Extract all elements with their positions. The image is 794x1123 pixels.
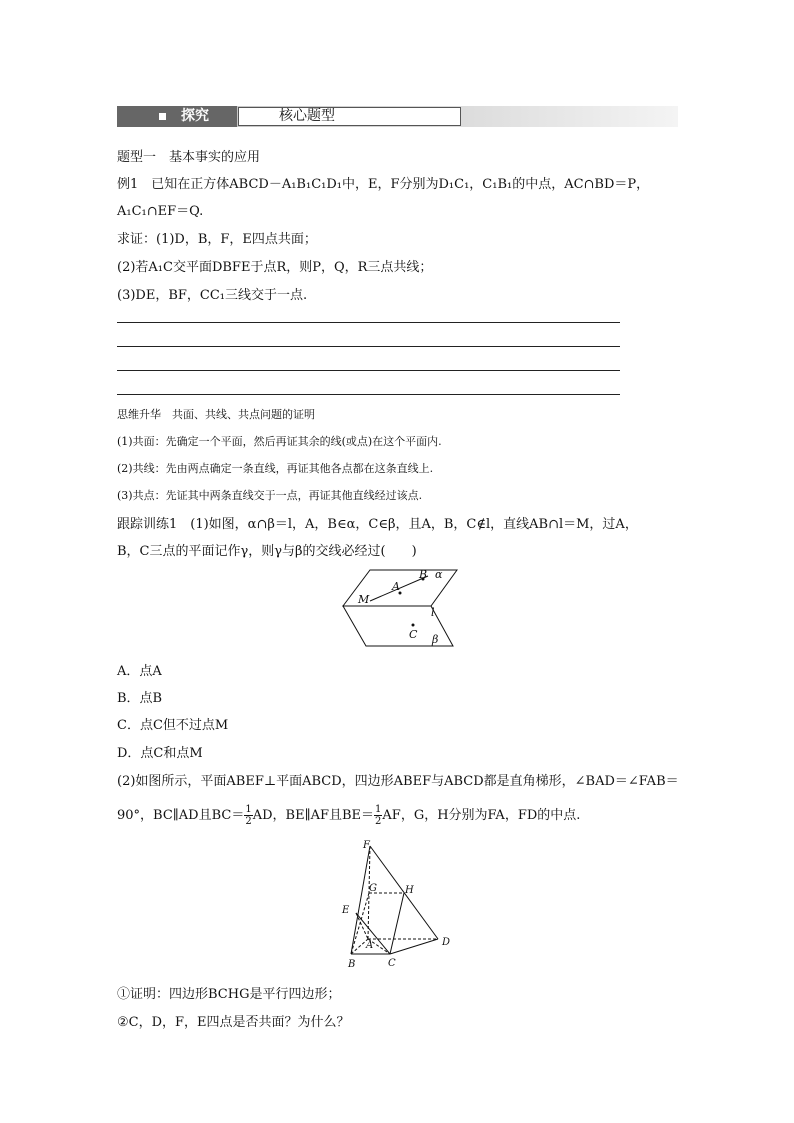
answer-line <box>117 394 620 395</box>
fraction-half <box>244 804 252 827</box>
label-b: B <box>419 568 428 581</box>
label-beta: β <box>432 633 439 646</box>
fraction-denominator: 2 <box>245 816 252 827</box>
label-e: E <box>342 905 350 916</box>
example-line-1: 例1 已知在正方体ABCD－A₁B₁C₁D₁中，E，F分别为D₁C₁，C₁B₁的中点，AC∩BD＝P， <box>117 177 650 192</box>
example-part-3: (3)DE，BF，CC₁三线交于一点. <box>117 288 308 303</box>
option-c: C．点C但不过点M <box>117 718 229 733</box>
fraction-numerator: 1 <box>245 804 252 815</box>
summary-item-2: (2)共线：先由两点确定一条直线，再证其他各点都在这条直线上. <box>117 462 434 475</box>
label-c: C <box>388 958 396 969</box>
answer-line <box>117 322 620 323</box>
edge-cd <box>390 939 438 954</box>
label-m: M <box>358 593 370 606</box>
figure-planes <box>336 562 458 652</box>
part2-line-2 <box>117 804 580 827</box>
label-g: G <box>369 883 377 894</box>
answer-line <box>117 370 620 371</box>
option-b: B．点B <box>117 691 163 706</box>
question-2: ②C，D，F，E四点是否共面？为什么？ <box>117 1015 350 1030</box>
label-f: F <box>363 840 370 851</box>
training-line-1: 跟踪训练1 (1)如图，α∩β＝l，A，B∈α，C∈β，且A，B，C∉l，直线AB∩l＝M，过A， <box>117 517 638 532</box>
label-h: H <box>405 885 414 896</box>
figure-solid <box>336 836 458 972</box>
fraction-numerator: 1 <box>375 804 382 815</box>
option-a: A．点A <box>117 664 162 679</box>
banner-label-explore <box>117 106 237 127</box>
summary-item-1: (1)共面：先确定一个平面，然后再证其余的线(或点)在这个平面内. <box>117 435 442 448</box>
banner-label-core-text: 核心题型 <box>279 108 335 124</box>
square-bullet-icon <box>159 113 166 120</box>
label-d: D <box>442 937 451 948</box>
edge-hc <box>390 893 404 954</box>
example-line-2: A₁C₁∩EF＝Q. <box>117 204 204 219</box>
part2-line-2c: AF，G，H分别为FA，FD的中点. <box>382 808 581 823</box>
example-part-2: (2)若A₁C交平面DBFE于点R，则P，Q，R三点共线； <box>117 260 433 275</box>
summary-item-3: (3)共点：先证其中两条直线交于一点，再证其他直线经过该点. <box>117 489 423 502</box>
label-b: B <box>348 959 356 970</box>
summary-title: 思维升华 共面、共线、共点问题的证明 <box>117 408 315 421</box>
section-banner <box>117 106 678 127</box>
answer-line <box>117 346 620 347</box>
label-a: A <box>366 940 374 951</box>
part2-line-1: (2)如图所示，平面ABEF⊥平面ABCD，四边形ABEF与ABCD都是直角梯形，∠BAD＝∠FAB＝ <box>117 774 679 789</box>
label-a: A <box>392 580 400 593</box>
fraction-denominator: 2 <box>375 816 382 827</box>
point-c <box>412 624 415 627</box>
banner-label-core <box>238 107 461 126</box>
label-l: l <box>431 606 435 619</box>
option-d: D．点C和点M <box>117 746 203 761</box>
question-1: ①证明：四边形BCHG是平行四边形； <box>117 987 341 1002</box>
label-alpha: α <box>435 568 443 581</box>
banner-label-text: 探究 <box>181 108 209 124</box>
section-heading: 题型一 基本事实的应用 <box>117 150 261 165</box>
part2-line-2a: 90°，BC∥AD且BC＝ <box>117 808 245 823</box>
part2-line-2b: AD，BE∥AF且BE＝ <box>252 808 375 823</box>
training-line-2: B，C三点的平面记作γ，则γ与β的交线必经过( ) <box>117 544 417 559</box>
label-c: C <box>409 628 418 641</box>
example-prove: 求证：(1)D，B，F，E四点共面； <box>117 232 317 247</box>
